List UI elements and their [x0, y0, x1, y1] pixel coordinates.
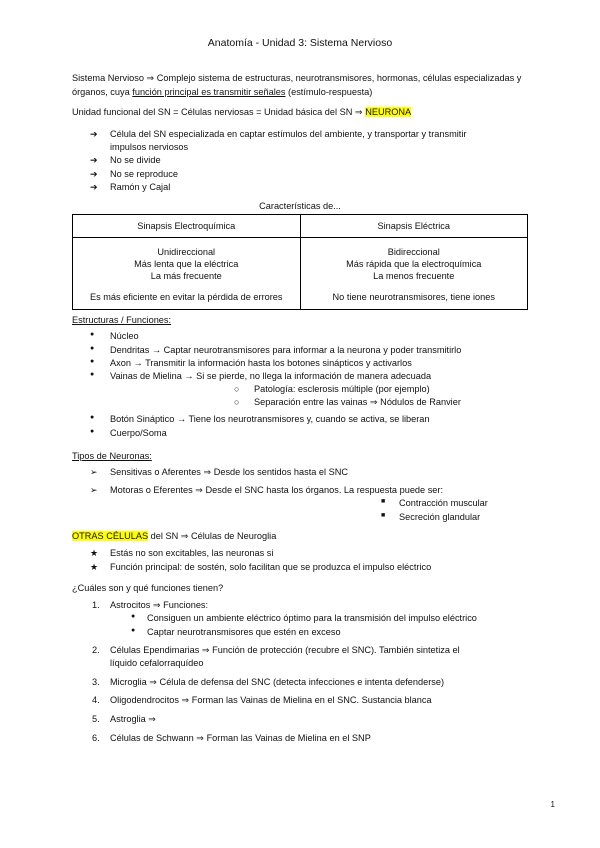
list-item: Microglia ⇒ Célula de defensa del SNC (detecta infecciones e intenta defenderse): [110, 677, 445, 687]
list-item: Sensitivas o Aferentes ⇒ Desde los sentidos hasta el SNC: [110, 467, 349, 477]
sub-list-item: Separación entre las vainas ⇒ Nódulos de Ranvier: [254, 397, 461, 407]
document-title: Anatomía - Unidad 3: Sistema Nervioso: [207, 37, 393, 49]
intro-text-a: Sistema Nervioso ⇒ Complejo sistema de estructuras, neurotransmisores, hormonas, células especializadas y órganos, cuya: [72, 73, 522, 97]
list-item: Astroglia ⇒: [110, 714, 156, 724]
circle-bullet-icon: ○: [234, 384, 240, 394]
table-cell-line: Más rápida que la electroquímica: [346, 259, 482, 269]
sub-list-item: Patología: esclerosis múltiple (por ejemplo): [254, 384, 430, 394]
chevron-icon: ➢: [90, 467, 98, 477]
table-cell-line: La menos frecuente: [373, 271, 455, 281]
intro-paragraph: [72, 71, 542, 99]
list-number: 4.: [92, 695, 100, 705]
table-header-electrica: Sinapsis Eléctrica: [300, 215, 528, 238]
table-caption: Características de...: [259, 201, 341, 211]
page-number: 1: [550, 800, 555, 809]
square-bullet-icon: ■: [381, 512, 386, 519]
sub-list-item: Secreción glandular: [399, 512, 481, 522]
list-item: Axon → Transmitir la información hasta los botones sinápticos y activarlos: [110, 358, 412, 368]
list-item: Dendritas → Captar neurotransmisores para informar a la neurona y poder transmitirlo: [110, 345, 462, 355]
bullet-icon: ●: [131, 613, 136, 620]
arrow-icon: ➔: [90, 155, 98, 165]
intro-text-b: (estímulo-respuesta): [285, 87, 373, 97]
arrow-icon: ➔: [90, 129, 98, 139]
chevron-icon: ➢: [90, 485, 98, 495]
list-item: Motoras o Eferentes ⇒ Desde el SNC hasta los órganos. La respuesta puede ser:: [110, 485, 444, 495]
list-item: Función principal: de sostén, solo facilitan que se produzca el impulso eléctrico: [110, 562, 432, 572]
sub-list-item: Contracción muscular: [399, 498, 488, 508]
square-bullet-icon: ■: [381, 498, 386, 505]
table-cell-line: No tiene neurotransmisores, tiene iones: [332, 292, 495, 302]
bullet-icon: ●: [131, 627, 136, 634]
circle-bullet-icon: ○: [234, 397, 240, 407]
tipos-heading: Tipos de Neuronas:: [72, 451, 152, 461]
cuales-question: ¿Cuáles son y qué funciones tienen?: [72, 583, 224, 593]
list-item-continuation: líquido cefalorraquídeo: [110, 658, 204, 668]
bullet-icon: ●: [90, 414, 95, 421]
arrow-icon: ➔: [90, 169, 98, 179]
list-number: 3.: [92, 677, 100, 687]
otras-celulas-line: [72, 531, 276, 542]
sinapsis-table: [72, 214, 528, 310]
otras-celulas-highlight: OTRAS CÉLULAS: [72, 531, 149, 541]
list-number: 6.: [92, 733, 100, 743]
table-cell-electroquimica: [73, 238, 301, 310]
list-item: Oligodendrocitos ⇒ Forman las Vainas de Mielina en el SNC. Sustancia blanca: [110, 695, 432, 705]
table-header-electroquimica: Sinapsis Electroquímica: [73, 215, 301, 238]
neurona-highlight: NEURONA: [365, 107, 412, 117]
table-cell-line: Unidireccional: [157, 247, 216, 257]
star-icon: ★: [90, 562, 99, 572]
intro-underlined: función principal es transmitir señales: [132, 87, 286, 97]
bullet-icon: ●: [90, 358, 95, 365]
bullet-icon: ●: [90, 428, 95, 435]
list-item: Ramón y Cajal: [110, 182, 171, 192]
star-icon: ★: [90, 548, 99, 558]
otras-celulas-text: del SN ⇒ Células de Neuroglia: [148, 531, 277, 541]
list-item: Células de Schwann ⇒ Forman las Vainas de Mielina en el SNP: [110, 733, 371, 743]
list-item: Estás no son excitables, las neuronas si: [110, 548, 274, 558]
list-item: Núcleo: [110, 331, 139, 341]
list-item: Botón Sináptico → Tiene los neurotransmisores y, cuando se activa, se liberan: [110, 414, 430, 424]
list-item: Célula del SN especializada en captar estímulos del ambiente, y transportar y transmitir: [110, 129, 467, 139]
list-number: 5.: [92, 714, 100, 724]
table-cell-electrica: [300, 238, 528, 310]
list-number: 1.: [92, 600, 100, 610]
list-item: Astrocitos ⇒ Funciones:: [110, 600, 209, 610]
list-item: No se divide: [110, 155, 161, 165]
list-item: Células Ependimarias ⇒ Función de protección (recubre el SNC). También sintetiza el: [110, 645, 460, 655]
list-item-continuation: impulsos nerviosos: [110, 142, 189, 152]
sub-list-item: Consiguen un ambiente eléctrico óptimo para la transmisión del impulso eléctrico: [147, 613, 477, 623]
arrow-icon: ➔: [90, 182, 98, 192]
list-number: 2.: [92, 645, 100, 655]
bullet-icon: ●: [90, 331, 95, 338]
estructuras-heading: Estructuras / Funciones:: [72, 315, 172, 325]
sub-list-item: Captar neurotransmisores que estén en exceso: [147, 627, 341, 637]
table-cell-line: Es más eficiente en evitar la pérdida de errores: [89, 292, 283, 302]
table-cell-line: Más lenta que la eléctrica: [134, 259, 239, 269]
list-item: Cuerpo/Soma: [110, 428, 167, 438]
list-item: Vainas de Mielina → Si se pierde, no llega la información de manera adecuada: [110, 371, 432, 381]
list-item: No se reproduce: [110, 169, 178, 179]
table-cell-line: La más frecuente: [150, 271, 222, 281]
unidad-funcional-line: [72, 107, 411, 118]
bullet-icon: ●: [90, 345, 95, 352]
bullet-icon: ●: [90, 371, 95, 378]
unidad-text: Unidad funcional del SN = Células nerviosas = Unidad básica del SN ⇒: [72, 107, 366, 117]
table-cell-line: Bidireccional: [387, 247, 440, 257]
